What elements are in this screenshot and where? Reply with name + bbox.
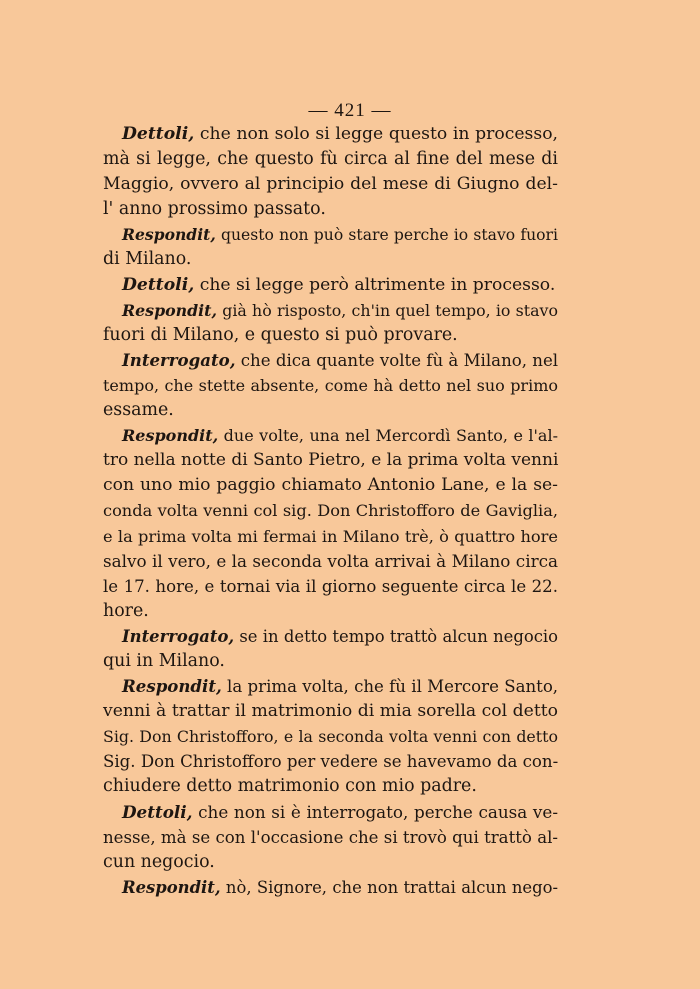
line-text: due volte, una nel Mercordì Santo, e l'al- (218, 426, 558, 446)
text-line (103, 875, 558, 900)
speaker-label: Dettoli, (122, 274, 195, 295)
text-line (103, 197, 558, 222)
text-line (103, 624, 558, 649)
text-line (103, 373, 558, 398)
text-line (103, 825, 558, 850)
text-line (103, 749, 558, 774)
text-line (103, 473, 558, 498)
text-line (103, 649, 558, 674)
text-line (103, 398, 558, 423)
speaker-label: Respondit, (122, 877, 221, 897)
speaker-label: Respondit, (122, 426, 219, 446)
line-text: la prima volta, che fù il Mercore Santo, (221, 677, 559, 697)
speaker-label: Dettoli, (122, 801, 193, 822)
speaker-label: Interrogato, (122, 349, 236, 370)
text-line (103, 699, 558, 724)
line-text: nò, Signore, che non trattai alcun nego- (220, 877, 558, 897)
text-line (103, 524, 558, 549)
text-line (103, 774, 558, 799)
text-line (103, 674, 558, 699)
text-line (103, 348, 558, 373)
line-text: l' anno prossimo passato. (103, 199, 326, 220)
line-text: che non si è interrogato, perche causa ve- (192, 801, 558, 822)
page-body (103, 122, 558, 900)
text-line (103, 599, 558, 624)
line-text: fuori di Milano, e questo si può provare. (103, 324, 458, 345)
line-text: conda volta venni col sig. Don Christofforo de Gaviglia, (103, 501, 558, 521)
line-text: e la prima volta mi fermai in Milano trè, ò quattro hore (103, 526, 558, 546)
speaker-label: Dettoli, (122, 124, 195, 144)
line-text: le 17. hore, e tornai via il giorno seguente circa le 22. (103, 576, 558, 596)
line-text: già hò risposto, ch'in quel tempo, io stavo (216, 300, 558, 320)
line-text: Sig. Don Christofforo per vedere se havevamo da con- (103, 752, 559, 772)
line-text: nesse, mà se con l'occasione che si trovò qui trattò al- (103, 827, 558, 847)
text-line (103, 298, 558, 323)
line-text: cun negocio. (103, 851, 215, 872)
line-text: Maggio, ovvero al principio del mese di Giugno del- (103, 174, 558, 195)
line-text: che dica quante volte fù à Milano, nel (235, 350, 559, 370)
line-text: con uno mio paggio chiamato Antonio Lane, e la se- (103, 475, 558, 496)
text-line (103, 147, 558, 172)
text-line (103, 323, 558, 348)
line-text: che non solo si legge questo in processo, (194, 124, 558, 144)
text-line (103, 724, 558, 749)
line-text: questo non può stare perche io stavo fuori (215, 226, 558, 245)
text-line (103, 222, 558, 247)
line-text: di Milano. (103, 249, 192, 270)
line-text: qui in Milano. (103, 650, 225, 671)
speaker-label: Interrogato, (122, 626, 235, 646)
line-text: mà si legge, che questo fù circa al fine del mese di (103, 149, 558, 170)
text-line (103, 549, 558, 574)
line-text: tro nella notte di Santo Pietro, e la prima volta venni (103, 450, 559, 471)
text-line (103, 850, 558, 875)
line-text: essame. (103, 400, 174, 421)
line-text: se in detto tempo trattò alcun negocio (234, 626, 558, 646)
text-line (103, 273, 558, 298)
page-number: — 421 — (308, 100, 392, 121)
line-text: hore. (103, 600, 149, 621)
line-text: Sig. Don Christofforo, e la seconda volta venni con detto (103, 727, 558, 747)
line-text: tempo, che stette absente, come hà detto nel suo primo (103, 375, 558, 395)
text-line (103, 574, 558, 599)
text-line (103, 122, 558, 147)
speaker-label: Respondit, (122, 225, 216, 245)
line-text: venni à trattar il matrimonio di mia sorella col detto (103, 701, 558, 722)
text-line (103, 247, 558, 272)
line-text: che si legge però altrimente in processo. (194, 274, 556, 295)
text-line (103, 172, 558, 197)
text-line (103, 423, 558, 448)
speaker-label: Respondit, (122, 676, 222, 697)
text-line (103, 498, 558, 523)
text-line (103, 800, 558, 825)
speaker-label: Respondit, (122, 300, 217, 320)
line-text: salvo il vero, e la seconda volta arrivai à Milano circa (103, 550, 558, 571)
line-text: chiudere detto matrimonio con mio padre. (103, 776, 477, 797)
text-line (103, 448, 558, 473)
